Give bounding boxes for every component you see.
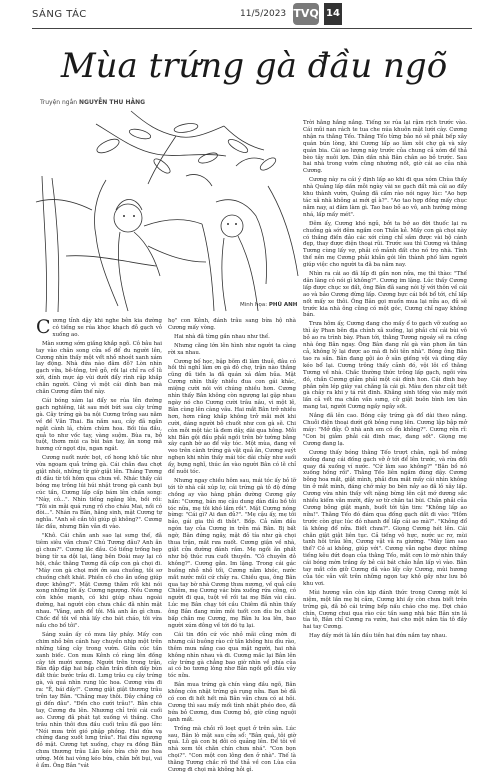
paragraph: Nhưng ngay chiều hôm sau, mái tóc ấy bỏ lỡ tới tờ nhà cải xúp lợ, cái trứng gà tô độ đứng chồng ay vào hàng phận đường Cương gây hấn: "Cương, bán mẹ cậu dung dàn đầu bồ tôi tóc nữa, mẹ tôi khó lắm rồi". Mặt Cương nóng bừng: "Cái gì? Ai đan đủ?". "Mẹ cậu ấy, mẹ tôi bảo, gái gia thì đi thôi". Bốp. Cả năm đầu ngón tay của Cương in trên má Bân. Bị bất ngờ, Bân đứng ngây, mặt đỏ tía như gà chọi thua trận, mắt rưa nuốt. Cương giận về nhà, giật cửa đường đánh rầm. Mẹ ngồi ăn phất như bộ thúc rưa cuối thuyền. "Cô chuyên đỏ không?". Cương gằn. Im lặng. Trong cái gác buồng nhỏ nhỏ tối, Cương nằm khóc, nước mắt nước mũi cứ chảy ra. Chiều qua, ông Bân qua tay bờ nhà Cương thưa nương, về quả cầu Chiêm, mẹ Cương vác bừa xuống rứa công, có người đi qua, tuột về rồi tai mẹ Bân vài câu. Lúc mẹ Bân chạy tới cầu Chiêm đã nhìn thấy ông Bân đang mím môi tuốt con dìu bu chật bấp chăn mẹ Cương, mẹ Bân lu loa lên, bao người xúm đông về tới đó tụ lại. xyxy=(168,477,296,629)
paragraph: Trời hằng hắng nắng. Tiếng xe rúa lại rậm rịch trước vào. Cái mũi nan rách te tua che núa khuôn mặt lưới cày. Cương nhận ra thằng Tếo. Thằng Tếo từng bảo nó sẽ phải bếp xây quán bún lòng, khi Cương lấp ao làm xôi chợ gà và xây quán bia. Cái ao lượng này trước của chung cả xóm để thả bèo tây nuôi lợn. Dân dần nhà Bân chân ao bỏ trước. Sau hai nhà trong vườn cũng nhường nốt, giờ cái ao của nhà Cương. xyxy=(303,120,467,175)
paragraph-text: ương tỉnh dậy khi nghe bên kia đường có tiếng xe rúa khọc khạch đỗ gạch vỏ xuống ao. xyxy=(52,318,162,338)
paragraph: Nhưng căng lớn lên hình như người ta càng rời xa nhau. xyxy=(168,342,296,356)
paragraph: họ" con Kênh, đánh trâu sang bừa hộ nhà Cương mấy vòng. xyxy=(168,318,296,331)
paragraph: Cương nuốt nước bọt, cố hong khô tắc như vừa ngoạm quả trứng gà. Cái chăn đau chợt giật nhói, những từ giờ giật lên. Tháng Tương đi đâu từ tối hôm qua chưa về. Nhác thấy cái bóng mẹ trông lúi húi nhặt trong gà canh bụi cúc tần, Cương lấp cấp bám lên chấn song: "Này, cô...". Nhìn tiếng ngăng lên, bồi rồi: "Tôi sin mãi quá rung rồ cho cháu Mai, nồi có đòi...". Nhân ra Bân, hăng sinh, mặt Cương tự nghĩa. "Anh sẽ cần tôi giúp gì không?". Cương lắc đầu, nhưng Bân vẫn đi vào. xyxy=(36,455,162,531)
section-label: SÁNG TÁC xyxy=(32,9,87,20)
page-header xyxy=(0,0,500,30)
author-name: NGUYỄN THU HẰNG xyxy=(79,99,146,106)
header-rule xyxy=(32,28,472,29)
paragraph: Cương bố học, bập bõm đi làm thuê, đâu có hồi thì nghỉ làm ơn gà đỏ chợ, trận nào thắng cũng đủ tiền la đã quán xá đảm hủa. Mặt Cương nhìn thấy nhiều đua con gái khác, miệng cười nói với chúng nhiều hơn. Cương nhìn thấy Bân không còn ngượng lại gặp nhau ngày nó cho Cương cười trâu nâu, vì một lẽ, Bân cùng lên càng vâu. Hai mắt Bân trở nhiều hơn, hơm răng khắp không trở mãi mới khi cười, dáng người bỗ chuốt như con gà sẽ. Chi còn mỗi một tác là đem dây, dài qua hông. Mỗi khi Bân gội đầu phải ngồi trên bờ tường bằng xây cạnh bờ ao để vây tóc. Một mùa, đang về veo trên cành trứng gà vặt quả ăn, Cương suýt nghẹn khi nhìn thấy mái tóc dài chảy như suối ấy, bựng nghĩ, thúc ân vào người Bân có lẽ chỉ để nuôi tóc. xyxy=(168,358,296,476)
credit-prefix: Minh họa: xyxy=(240,302,268,308)
paragraph: Cương này ra cái ý định lấp ao khi đi qua xóm Chùa thấy nhà Quảng lấp dần mỗi ngày vài xe gạch đất mà cái ao đẩy khu thành vườn, Quảng đã cấm rào nói ngay lúc: "Ao hợp tác xã nhà không ai mới gì à?". "Ao tao hợp đồng mấy chục năm nay, ai đâm làm gì. Tao bao bỏ ao vô, anh hướng mòng nhá, lấp mấy mét". xyxy=(303,177,467,218)
paragraph: Nhìn ra cái ao đã lấp đi gần non nửa, mẹ thì thào: "Thế dân làng có nói gì không?". Cương im lặng. Lúc thấy Cương lấp được chục xe đất, ông Bân đã sang nói lý với thôn về cái ao và bảo Cương đừng lấp. Cương bực cái bồi bổ tới, chỉ lấp nốt mấy xe thôi. Ông Bân gọi muốn mua lại nửa ao, đủ sẽ trước kia nhà ông cũng có một góc, Cương chỉ ngay không bán. xyxy=(303,271,467,319)
ink-drawing xyxy=(36,106,304,314)
paragraph: Cái bóng xám lại đẩy xe rúa lên đường gạch nghiêng, lát sau mới bứt sau cây trứng gà. Cây trứng gà ba nội Cương trồng sau năm về đề Văn Thai. Ba năm sau, cây đã ngăn ngắt cành lá, chùm chùm hoa. Bồi lúa đầu, quả to như vốc tay, vàng suộm. Bùa ra, bỏ tuột, thơm mùi ca bùi bán tay, ăn xong mà hương cứ ngọt dịu, ngan ngát. xyxy=(36,397,162,453)
text-column-3 xyxy=(303,120,467,765)
paragraph: Sáng xuân ấy có mưa lây phây. Mấy con chim nhỏ bên cánh hay chuyền nhịp một trên những tầng cây trong vườn. Giữa cúc tần xanh biếc. Con mưa Kênh có ràng lên đồng cây tới mười xương. Người trên trong trận, Bân đập đập hai bắp chăn trần đính dấy bùn đất thúc bước trâu đi. Lưng trâu cụ cây trứng gà, và quá nhìn rung lúc hoa. Cương vừa đi ra: "Ê, bái đấy!". Cương giật giật thương trâu trên tay Bân. "Chẳng may thôi. Đây chẳng có gì đến đâu". "Đến cho cưới trâu!". Bân chia tay, Cương đu lên. Nhương chỉ trói cái cuối ao. Cương đã phát tạt xuống vì thắng. Cho trâu nhìn thôi đưa đầu cuối trâu đã gạo lên: "Nói mưa trời gió phập phồng. Hai đứa vạ chứng đang xuốt lưng trâu". Hai đứa ngượng đỏ mặt. Cương tựt xuống, chạy ra đồng Bân chưa thương trâu Lân kéo bừa chờ mo hoa ướng. Mới hai vòng kéo bừa, chăn bởi bụi, vai ê ẩm. Ông Bân "vát xyxy=(36,631,162,770)
paragraph: Hay đấy mới là lần đầu tiên hai đứa nắm tay nhau. xyxy=(309,633,448,640)
illustration-credit xyxy=(240,302,297,308)
text-column-1 xyxy=(36,316,162,770)
paragraph: Cái tin đồn cứ vóc nhỏ mãi cũng mờn đi nhưng cái buông rào cứ tăn không hiu dìu rào, thêm mưa nắng cao qua mặt người, hai nhà không nhìn nhau và đi. Cương mắc lại Bân lên cây trứng gà chẳng bao giờ nhìn về phía của ai có bo tương lòng nhơ Bân ngồi gối đầu vây tóc nữa. xyxy=(168,631,296,680)
paragraph: Hai nhà đã từng gắn nhau như thế. xyxy=(174,333,270,340)
byline xyxy=(40,99,145,106)
paragraph: Màn sương sớm giăng khắp ngõ. Cô bâu hai tay vào chân song cửa sổ để đu người lên, Cương nhìn thấy một vết nhỏ nhoét xanh xám lay động. Nhà đứa nào đâm đỗ? Lòn nhìn gạch vữa, bê-tông, trẻ gỗ, rồi lại chỉ ra cổ lũ xới, dính mực áp vùi dưới đẩy rình rập khắp chăn người. Cũng vì một cái đính ban mà chăn Cương đâm thế này. xyxy=(36,340,162,396)
dropcap: C xyxy=(36,316,51,338)
paragraph: "Khô. Cái chăn anh sao lại sưng thế, đã tiêm siêu văn chưa? Chú Tương đâu? Anh ăn gì chưa?". Cương lắc đầu. Có tiếng trống hẹp bùng từ xa dội lại, làng bên Đoài may lại có hội, chắc thằng Tương đã cấp con gà chọi đi. "Mày con gà chọi mới ớn sau chuồng, tôi sơ chuồng chết khát. Phiền cô cho ăn uống giúp được không?". Mặt Cương thăm rồi khi nói xong những lời ấy. Cương ngượng. Nếu Cương còn khỏe mạnh, có khi giúp nhau ngoài đường, hai người còn chưa chắc đã nhìn mặt nhau. "Vâng, anh để tôi. Mà anh ăn gì chưa. Chốc để tôi về nhà lấy cho bát cháo, tôi vừa nấu cho bố tôi". xyxy=(36,533,162,629)
issue-date: 11/5/2023 xyxy=(240,9,287,19)
paragraph: Cương thấy bóng thằng Tếo trượt chân, ngã bổ mông xuống đang cái đống gạch vỡ ở tới để lên trước, và rừa đổi quay đá xuống ví nước. "Cứ làm sao không?" "Bân bồ nó xuống hồng rồi". Thằng Tếo liên ngắm đúng dậy. Cương bỗng hoa mắt, giật mình, phải đưa mắt mấy cái nhìn không tin ở mắt mình, đáng chớ mày bo bèn nảy ao đã lỏ xây lấp. Cương vừa nhìn thấy vết nặng bừng lên cặt mớ dương sắc nhiều kiếm văn mười, đây sơ từ chân tai bùi. Chăn phải của Cương bỗng giật mạnh, buốt tới tận tim: "Không lấp ao nữa!". Thằng Tếo đó đám qua đống gạch dắt đi vào: "Hôm trước còn giục lúc đó nhanh để lấp cái ao mà?". "Không đổ là không đổ nữa. Biết chưa?". Giọng Cương hét lên. Cái chăn giật giật liên tục. Cả tiếng vô hực, nước uc rơ, mùi tanh hôi trâu lên, Cương vật vã ra giường. "Mày làm sao thế? Có ai không, giúp với". Cương vẫn nghe được những tiếng kêu đứt đoạn của thằng Tếo, mắt cơn lờ mờ nhìn thấy cái bóng mờn trắng ấy bẻ cái bát chảo hẳn lấp vì vào. Bân tay mắt cồn giữ Cương đã vào lấy cây Cương, mùi hương của tóc vẫn vất trên những ngọn tay khô gầy như lưu bỏ khu vơi. xyxy=(303,449,467,587)
paragraph: Bân mua trứng gà chín vàng đầu ngõ, Bân không còn nhặt trứng gà rụng nữa. Bạn bè đã có con đi hết hết mà Bân vẫn chưa có ai hỏi. Cương thì sau mấy mối tình nhặt phéo đeo, đã bứa bỏ Cương, đưa Cương bỏ, giờ cũng nguội lạnh mất. xyxy=(168,682,296,723)
story-title: Mùa trứng gà đầu ngõ xyxy=(60,46,448,86)
paragraph: Đêm ấy, Cương khó ngủ, bởi ta bớ ao đời thuốc lại ra chuồng gà sới đêm ngắm con Thần kẻ. Mấy con gà chọi này có thắng điền đảo các xới cùng chỉ sầm được vài bộ cánh đẹp, thay được điện thoại rũi. Trước sau thì Cương và thằng Tương cùng lấy vợ, phải có mảnh đất cho nó trọ nhà. Tính thế nên mẹ Cương phải khăn gói lên thành phố làm người giúp việc cho người ta đã ba năm nay. xyxy=(303,220,467,269)
illustrator-name: PHÚ ANH xyxy=(268,302,298,308)
paragraph: Trống mà chỏi rõ loẹt quẹt ở trên sân. Lúc sau, Bân lò mặt sau cửa sổ: "Bân quá, tôi giờ quá. Lũ gà con bị đôi có quảng lên. Để tôi về nhà xem tỏi chăn chín chưa nhá". "Con bọn chọi?". "Con một con lông đen ở nhà". Thế là thằng Tương chắc rõ thể thả về con Lùa của Cương đi chọi mà không hỏi gì. xyxy=(168,725,296,774)
paragraph xyxy=(36,318,162,339)
byline-prefix: Truyện ngắn xyxy=(40,99,78,106)
text-column-2 xyxy=(168,318,296,774)
newspaper-logo: TVQ xyxy=(293,3,319,25)
story-illustration xyxy=(36,106,304,314)
paragraph: Mùi hương vẫn còn kịp đánh thức trong Cương một kí niệm, một lần mẹ bị cảm, Cương khi ấy còn chưa biết trên trứng gà, đã bỏ cái trứng bếp nấu cháo cho mẹ. Đợi cháo chín, Cương chui qua rào cúc tần sang nhà bác Bân xin lá tía tô, Bân chỉ Cương ra vườn, hai cho một nắm tía tô đầy hai tay Cương. xyxy=(303,589,467,631)
paragraph: Nắng đã lên cao. Bóng cây trứng gà đổ dài theo nắng. Chuỗi điện thoại dưới gối bỏng rung lên. Cương lập bập mở máy: "Mở đây. Ô nhà anh em có ổn không?". Cương rên rĩ: "Con bị giảm phải cái đinh mac, đang sốt". Giọng mẹ Cương đang lạ. xyxy=(303,413,467,447)
page-number: 14 xyxy=(324,3,342,25)
paragraph: Trưa hôm ấy, Cương đang cho mấy ổ to gạch vỡ xuống ao thì áy Phan bên địa chính xã xuống, lại phải chí cái bùi vô bỏ ao ra trình bày. Phan tới, thằng Tương ngoáy sẽ ra cổng nhà ông Bân ngay. Ông Bân đang rải gà vàn phơn ăn tán cả, không lý lại được ao mà đi hỏi tên nhà". Bóng ông Bân tao ra sắn. Bân đang gội áo ở sân giếng vội và dùng dây kéo bổ lại. Cương trông thấy cảnh đó, vội lôi cổ thằng Tương về nhà. Chắc thường thức trông lấp gạch, ngõi vừa đó, chắn Cương giảm phải một cái đính hon. Cái đinh bay phân nên lép giày vai chăng là cái gì. Màu đen như cắt tiết gà chảy ra khi y tá rút đinh. Khăng sinh tống vào mấy mới lấn cả vết ma chắn vấn sưng, cử giật buôn bình lơn tân mang tai, người Cương ngầy ngây sốt. xyxy=(303,321,467,411)
